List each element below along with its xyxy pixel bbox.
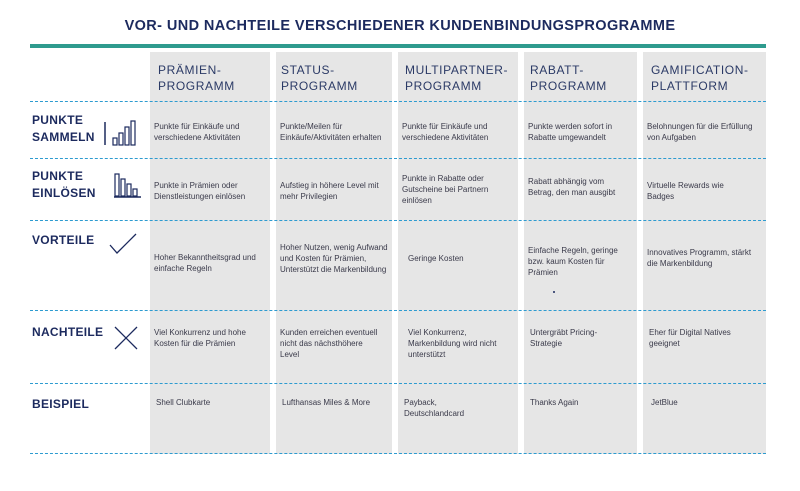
- column-header-statusprogramm: [281, 62, 358, 94]
- column-header-praemienprogramm: [158, 62, 235, 94]
- column-header-line1: MULTIPARTNER-: [405, 63, 509, 77]
- table-cell: Untergräbt Pricing-Strategie: [530, 328, 598, 348]
- column-header-rabattprogramm: [530, 62, 607, 94]
- check-icon: [108, 232, 138, 256]
- table-cell: Viel Konkurrenz und hohe Kosten für die Prämien: [154, 328, 246, 348]
- table-cell: Kunden erreichen eventuell nicht das nächsthöhere Level: [280, 328, 378, 359]
- table-cell: Hoher Bekanntheitsgrad und einfache Regeln: [154, 253, 256, 273]
- table-cell: Punkte für Einkäufe und verschiedene Aktivitäten: [154, 122, 241, 142]
- table-cell: Innovatives Programm, stärkt die Markenbildung: [647, 248, 752, 268]
- row-label-line2: EINLÖSEN: [32, 186, 96, 200]
- row-label-line1: BEISPIEL: [32, 397, 90, 411]
- column-header-line2: PLATTFORM: [651, 79, 729, 93]
- table-cell: Rabatt abhängig vom Betrag, den man ausgibt: [528, 177, 616, 197]
- table-cell: Belohnungen für die Erfüllung von Aufgaben: [647, 122, 753, 142]
- row-label-beispiel: [32, 396, 89, 413]
- table-cell: Payback, Deutschlandcard: [404, 398, 465, 418]
- table-cell: Lufthansas Miles & More: [282, 398, 371, 407]
- column-header-line1: STATUS-: [281, 63, 335, 77]
- column-header-line2: PROGRAMM: [530, 79, 607, 93]
- table-cell: Punkte für Einkäufe und verschiedene Aktivitäten: [402, 122, 489, 142]
- table-cell: JetBlue: [651, 398, 678, 407]
- row-divider: [30, 310, 766, 311]
- row-label-punkte-sammeln: [32, 112, 95, 146]
- row-label-punkte-einloesen: [32, 168, 96, 202]
- row-divider: [30, 158, 766, 159]
- column-header-gamificationplattform: [651, 62, 749, 94]
- column-header-line1: GAMIFICATION-: [651, 63, 749, 77]
- row-label-line1: PUNKTE: [32, 169, 84, 183]
- table-cell: Virtuelle Rewards wie Badges: [647, 181, 724, 201]
- table-cell: Shell Clubkarte: [156, 398, 211, 407]
- column-header-line2: PROGRAMM: [158, 79, 235, 93]
- row-label-line2: SAMMELN: [32, 130, 95, 144]
- table-cell: Thanks Again: [530, 398, 579, 407]
- table-cell: Viel Konkurrenz, Markenbildung wird nicht unterstützt: [408, 328, 497, 359]
- column-header-line2: PROGRAMM: [281, 79, 358, 93]
- column-header-line2: PROGRAMM: [405, 79, 482, 93]
- title-rule: [30, 44, 766, 48]
- table-cell: Punkte in Prämien oder Dienstleistungen einlösen: [154, 181, 246, 201]
- cross-icon: [114, 326, 138, 350]
- column-header-line1: RABATT-: [530, 63, 584, 77]
- column-header-multipartnerprogramm: [405, 62, 508, 94]
- table-cell: Hoher Nutzen, wenig Aufwand und Kosten für Prämien, Unterstützt die Markenbildung: [280, 243, 388, 274]
- table-cell: Punkte in Rabatte oder Gutscheine bei Partnern einlösen: [402, 174, 489, 205]
- table-cell: Geringe Kosten: [408, 254, 464, 263]
- bar-chart-rising-icon: [104, 118, 138, 146]
- row-divider: [30, 101, 766, 102]
- row-divider: [30, 453, 766, 454]
- row-label-line1: VORTEILE: [32, 233, 95, 247]
- table-cell: Aufstieg in höhere Level mit mehr Privilegien: [280, 181, 379, 201]
- table-cell: Einfache Regeln, geringe bzw. kaum Kosten für Prämien: [528, 246, 618, 277]
- row-label-line1: PUNKTE: [32, 113, 84, 127]
- row-label-nachteile: [32, 324, 103, 341]
- decorative-dot: [553, 291, 555, 293]
- table-cell: Eher für Digital Natives geeignet: [649, 328, 731, 348]
- row-label-vorteile: [32, 232, 94, 249]
- table-cell: Punkte werden sofort in Rabatte umgewandelt: [528, 122, 613, 142]
- row-divider: [30, 383, 766, 384]
- table-cell: Punkte/Meilen für Einkäufe/Aktivitäten erhalten: [280, 122, 382, 142]
- bar-chart-falling-icon: [114, 172, 142, 198]
- row-divider: [30, 220, 766, 221]
- row-label-line1: NACHTEILE: [32, 325, 104, 339]
- page-title: VOR- UND NACHTEILE VERSCHIEDENER KUNDENBINDUNGSPROGRAMME: [124, 18, 676, 34]
- column-header-line1: PRÄMIEN-: [158, 63, 222, 77]
